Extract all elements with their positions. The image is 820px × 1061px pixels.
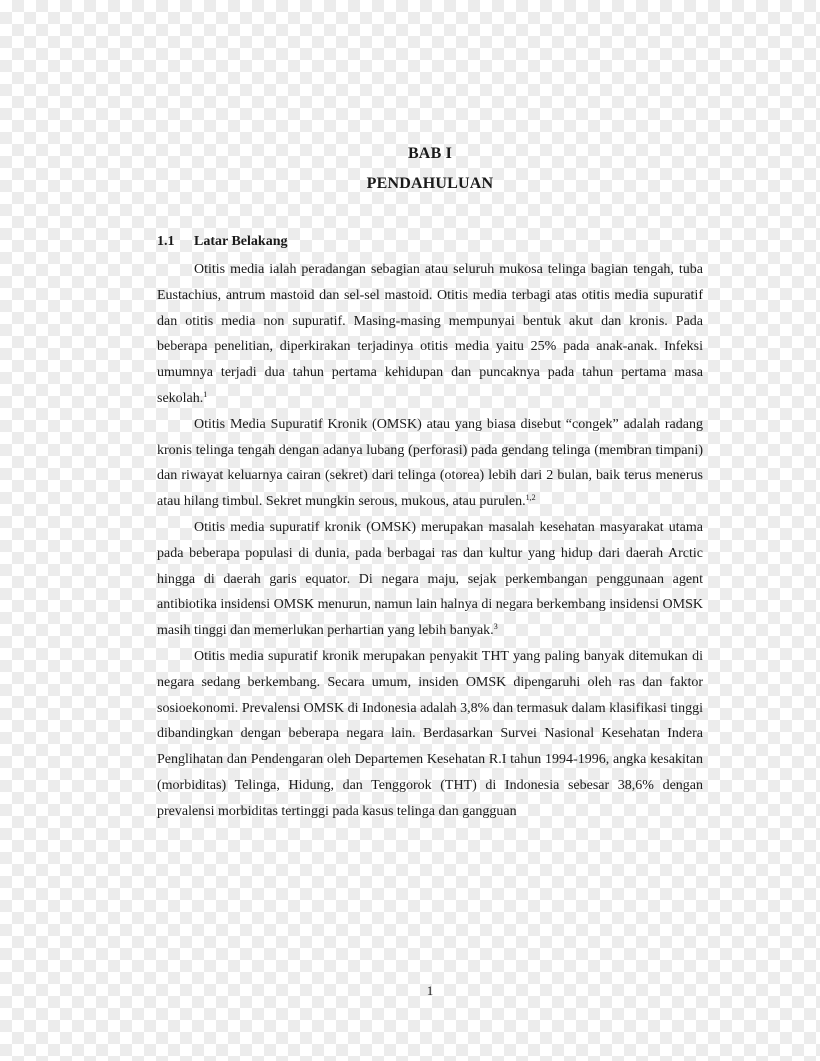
citation: 1 [203, 389, 208, 399]
body-text [157, 257, 703, 825]
section-heading [157, 234, 287, 250]
paragraph [157, 257, 703, 412]
chapter-number: BAB I [407, 145, 453, 162]
paragraph-text: Otitis media supuratif kronik (OMSK) merupakan masalah kesehatan masyarakat utama pada beberapa populasi di dunia, pada berbagai ras dan kultur yang hidup dari daerah Arctic hingga di daerah garis equator. Di negara maju, sejak perkembangan penggunaan agent antibiotika insidensi OMSK menurun, namun lain halnya di negara berkembang insidensi OMSK masih tinggi dan memerlukan perhartian yang lebih banyak. [157, 519, 703, 639]
section-title: Latar Belakang [194, 234, 288, 249]
paragraph-text: Otitis media supuratif kronik merupakan penyakit THT yang paling banyak ditemukan di negara sedang berkembang. Secara umum, insiden OMSK dipengaruhi oleh ras dan faktor sosioekonomi. Prevalensi OMSK di Indonesia adalah 3,8% dan termasuk dalam klasifikasi tinggi dibandingkan dengan beberapa negara lain. Berdasarkan Survei Nasional Kesehatan Indera Penglihatan dan Pendengaran oleh Departemen Kesehatan R.I tahun 1994-1996, angka kesakitan (morbiditas) Telinga, Hidung, dan Tenggorok (THT) di Indonesia sebesar 38,6% dengan prevalensi morbiditas tertinggi pada kasus telinga dan gangguan [157, 648, 703, 819]
citation: 3 [493, 622, 498, 632]
paragraph [157, 515, 703, 644]
citation: 1,2 [525, 493, 536, 503]
paragraph [157, 412, 703, 515]
paragraph-text: Otitis media ialah peradangan sebagian atau seluruh mukosa telinga bagian tengah, tuba Eustachius, antrum mastoid dan sel-sel mastoid. Otitis media terbagi atas otitis media supuratif dan otitis media non supuratif. Masing-masing mempunyai bentuk akut dan kronis. Pada beberapa penelitian, diperkirakan terjadinya otitis media yaitu 25% pada anak-anak. Infeksi umumnya terjadi dua tahun pertama kehidupan dan puncaknya pada tahun pertama masa sekolah. [157, 262, 703, 406]
chapter-title: PENDAHULUAN [366, 175, 494, 192]
page-number: 1 [426, 983, 434, 998]
section-number: 1.1 [157, 234, 175, 249]
paragraph [157, 644, 703, 825]
paragraph-text: Otitis Media Supuratif Kronik (OMSK) atau yang biasa disebut “congek” adalah radang kronis telinga tengah dengan adanya lubang (perforasi) pada gendang telinga (membran timpani) dan riwayat keluarnya cairan (sekret) dari telinga (otorea) lebih dari 2 bulan, baik terus menerus atau hilang timbul. Sekret mungkin serous, mukous, atau purulen. [157, 416, 703, 510]
